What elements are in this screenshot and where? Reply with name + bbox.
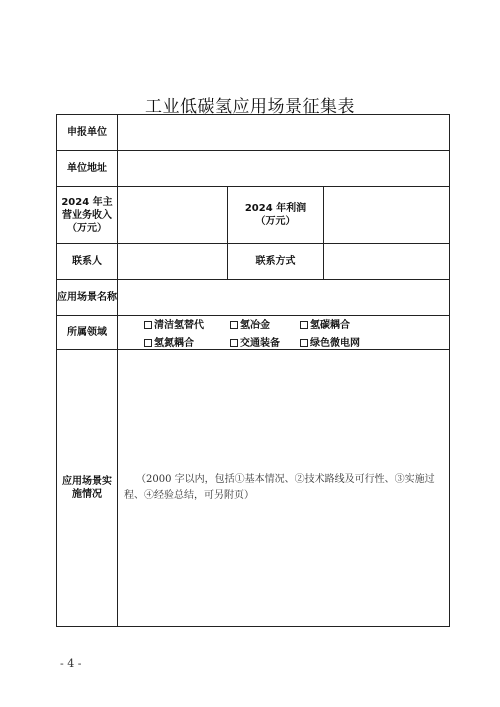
label-scenario-name: 应用场景名称 <box>57 280 118 316</box>
label-address: 单位地址 <box>57 151 118 187</box>
application-form-table <box>56 114 450 627</box>
page-number: - 4 - <box>60 657 82 670</box>
profit-field[interactable] <box>324 187 450 244</box>
row-domain <box>57 316 450 350</box>
option-hydrogen-nitrogen[interactable]: 氢氮耦合 <box>144 334 230 349</box>
checkbox-icon[interactable] <box>144 321 152 329</box>
implementation-note: （2000 字以内，包括①基本情况、②技术路线及可行性、③实施过程、④经验总结，可另附页） <box>124 474 435 501</box>
scenario-name-field[interactable] <box>118 280 450 316</box>
label-implementation: 应用场景实施情况 <box>57 350 118 627</box>
page-title: 工业低碳氢应用场景征集表 <box>145 97 355 117</box>
applicant-field[interactable] <box>118 115 450 151</box>
checkbox-icon[interactable] <box>144 339 152 347</box>
domain-options <box>118 316 450 350</box>
checkbox-icon[interactable] <box>230 339 238 347</box>
label-contact-method: 联系方式 <box>228 244 324 280</box>
label-contact-person: 联系人 <box>57 244 118 280</box>
option-clean-hydrogen[interactable]: 清洁氢替代 <box>144 316 230 331</box>
contact-person-field[interactable] <box>118 244 228 280</box>
label-domain: 所属领域 <box>57 316 118 350</box>
label-revenue: 2024 年主营业务收入（万元） <box>57 187 118 244</box>
row-applicant <box>57 115 450 151</box>
checkbox-icon[interactable] <box>230 321 238 329</box>
checkbox-icon[interactable] <box>300 321 308 329</box>
implementation-field[interactable] <box>118 350 450 627</box>
row-finance <box>57 187 450 244</box>
address-field[interactable] <box>118 151 450 187</box>
option-hydrogen-carbon[interactable]: 氢碳耦合 <box>300 316 380 331</box>
row-address <box>57 151 450 187</box>
contact-method-field[interactable] <box>324 244 450 280</box>
label-profit: 2024 年利润（万元） <box>228 187 324 244</box>
row-scenario-name <box>57 280 450 316</box>
checkbox-icon[interactable] <box>300 339 308 347</box>
revenue-field[interactable] <box>118 187 228 244</box>
option-green-microgrid[interactable]: 绿色微电网 <box>300 334 380 349</box>
row-contact <box>57 244 450 280</box>
row-implementation <box>57 350 450 627</box>
option-hydrogen-metallurgy[interactable]: 氢冶金 <box>230 316 300 331</box>
label-applicant: 申报单位 <box>57 115 118 151</box>
option-transport-equipment[interactable]: 交通装备 <box>230 334 300 349</box>
